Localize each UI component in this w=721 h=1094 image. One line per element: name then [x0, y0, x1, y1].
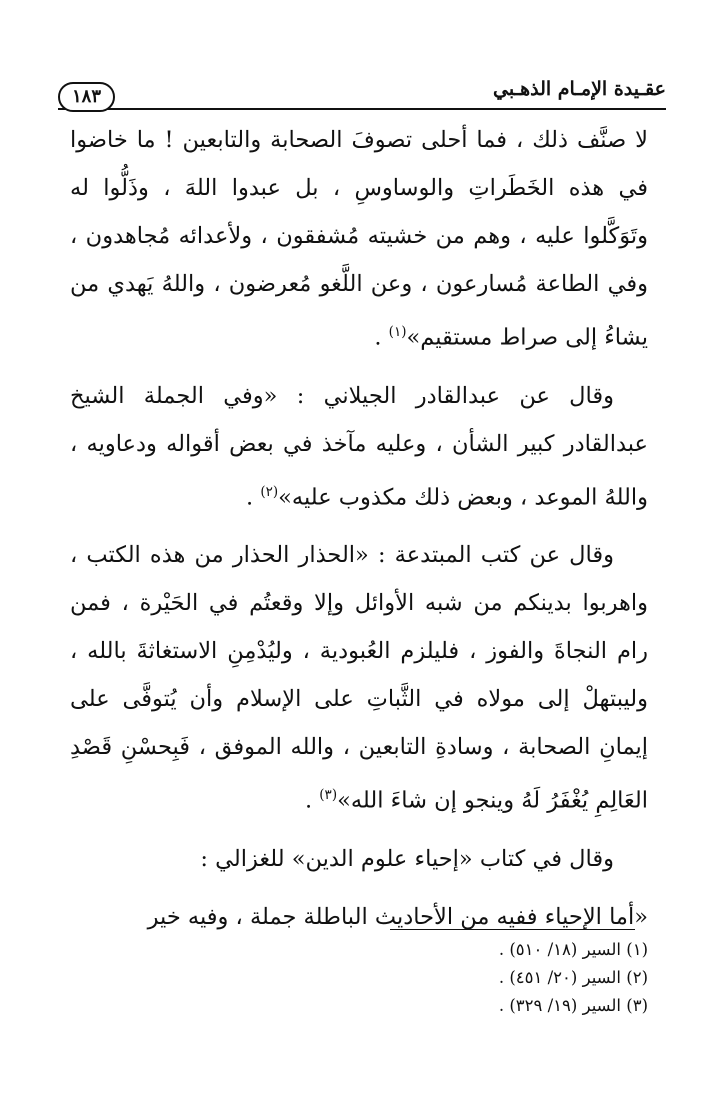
footnote-3: (٣) السير (١٩/ ٣٢٩) . — [498, 996, 648, 1015]
paragraph-2 — [70, 372, 648, 522]
paragraph-3 — [70, 531, 648, 825]
page-number: ١٨٣ — [58, 82, 115, 112]
paragraph-2-end: . — [246, 484, 261, 510]
footnote-1: (١) السير (١٨/ ٥١٠) . — [498, 940, 648, 959]
footnote-ref-2: (٢) — [260, 483, 279, 500]
main-text — [70, 116, 648, 951]
paragraph-2-text: وقال عن عبدالقادر الجيلاني : «وفي الجملة الشيخ عبدالقادر كبير الشأن ، وعليه مآخذ في بعض أقواله ودعاويه ، واللهُ الموعد ، وبعض ذلك مكذوب عليه» — [70, 382, 648, 510]
paragraph-3-end: . — [304, 787, 320, 814]
paragraph-1-text: لا صنَّف ذلك ، فما أحلى تصوفَ الصحابة والتابعين ! ما خاضوا في هذه الخَطَراتِ والوساوسِ ، بل عبدوا اللهَ ، وذَلُّوا له وتَوَكَّلوا عليه ، وهم من خشيته مُشفقون ، ولأعدائه مُجاهدون ، وفي الطاعة مُسارعون ، وعن اللَّغو مُعرضون ، واللهُ يَهدي من يشاءُ إلى صراط مستقيم» — [70, 127, 648, 351]
paragraph-1-end: . — [374, 324, 389, 351]
footnote-2: (٢) السير (٢٠/ ٤٥١) . — [498, 968, 648, 987]
paragraph-3-text: وقال عن كتب المبتدعة : «الحذار الحذار من هذه الكتب ، واهربوا بدينكم من شبه الأوائل وإلا وقعتُم في الحَيْرة ، فمن رام النجاةَ والفوز ، فليلزم العُبودية ، وليُدْمِنِ الاستغاثةَ بالله ، وليبتهلْ إلى مولاه في الثَّباتِ على الإسلام وأن يُتوفَّى على إيمانِ الصحابة ، وسادةِ التابعين ، والله الموفق ، فَبِحسْنِ قَصْدِ العَالِمِ يُغْفَرُ لَهُ وينجو إن شاءَ الله» — [70, 542, 648, 814]
footnote-ref-3: (٣) — [319, 787, 338, 803]
footnote-ref-1: (١) — [388, 324, 407, 340]
paragraph-4: وقال في كتاب «إحياء علوم الدين» للغزالي : — [200, 845, 614, 872]
running-title: عقـيدة الإمـام الذهـبي — [492, 78, 666, 100]
paragraph-5: «أما الإحياء ففيه من الأحاديث الباطلة جملة ، وفيه خير — [147, 903, 648, 930]
page-header — [58, 74, 666, 110]
footnote-divider — [390, 929, 635, 930]
footnotes — [248, 936, 648, 1020]
paragraph-1 — [70, 116, 648, 362]
